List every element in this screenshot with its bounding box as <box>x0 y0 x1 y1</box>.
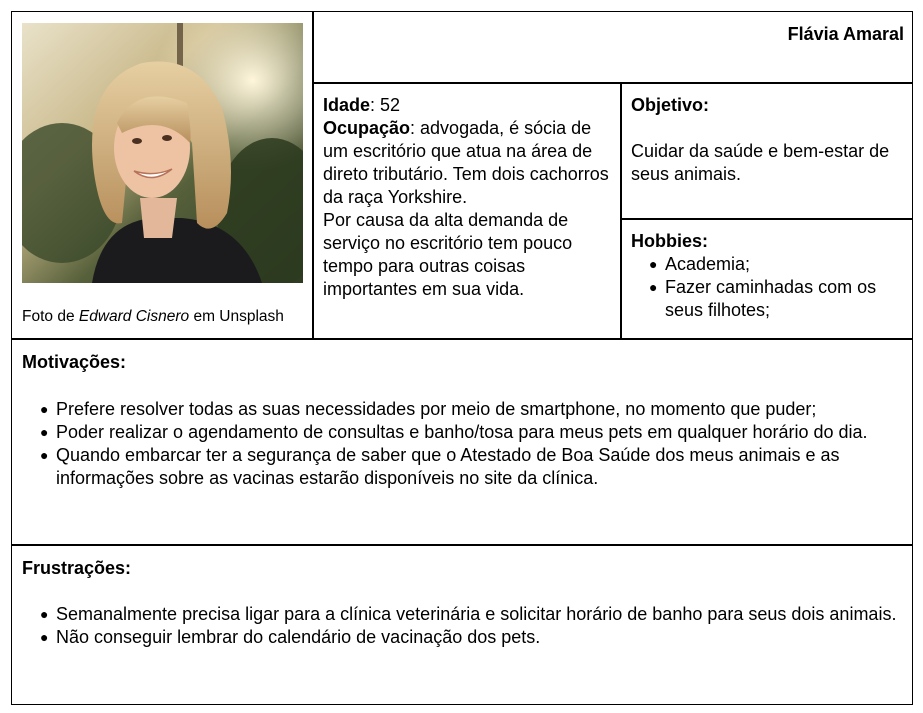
hobbies-title: Hobbies: <box>631 231 709 251</box>
divider <box>620 218 913 220</box>
motivations-title: Motivações: <box>22 352 127 372</box>
hobbies-section <box>631 230 909 322</box>
motivations-section <box>22 351 907 490</box>
age-line <box>323 94 613 117</box>
persona-photo <box>22 23 303 283</box>
frustrations-list <box>40 603 907 649</box>
hobby-item: ● Academia; <box>649 253 909 276</box>
frustration-item: ● Não conseguir lembrar do calendário de vacinação dos pets. <box>40 626 907 649</box>
occupation-text: : advogada, é sócia de um escritório que atua na área de direto tributário. Tem dois cachorros da raça Yorkshire. <box>323 118 609 207</box>
objective-text: Cuidar da saúde e bem-estar de seus animais. <box>631 141 890 184</box>
hobby-item: ● Fazer caminhadas com os seus filhotes; <box>649 276 909 322</box>
motivation-item: ● Quando embarcar ter a segurança de saber que o Atestado de Boa Saúde dos meus animais e as informações sobre as vacinas estarão disponíveis no site da clínica. <box>40 444 907 490</box>
motivations-list <box>40 398 907 490</box>
divider <box>312 82 913 84</box>
motivation-item: ● Prefere resolver todas as suas necessidades por meio de smartphone, no momento que puder; <box>40 398 907 421</box>
frustration-item: ● Semanalmente precisa ligar para a clínica veterinária e solicitar horário de banho para seus dois animais. <box>40 603 907 626</box>
occupation-label: Ocupação <box>323 118 411 138</box>
occupation-line <box>323 117 613 209</box>
frustrations-title: Frustrações: <box>22 558 132 578</box>
motivation-item: ● Poder realizar o agendamento de consultas e banho/tosa para meus pets em qualquer horário do dia. <box>40 421 907 444</box>
objective-title: Objetivo: <box>631 95 710 115</box>
profile-details <box>323 94 613 301</box>
portrait-illustration <box>22 23 303 283</box>
caption-suffix: em Unsplash <box>189 308 284 325</box>
caption-author: Edward Cisnero <box>78 308 190 325</box>
hobbies-list <box>649 253 909 322</box>
caption-prefix: Foto de <box>22 308 79 325</box>
persona-name: Flávia Amaral <box>787 24 904 44</box>
photo-caption <box>22 307 284 327</box>
occupation-extra: Por causa da alta demanda de serviço no escritório tem pouco tempo para outras coisas importantes em sua vida. <box>323 210 573 299</box>
frustrations-section <box>22 557 907 649</box>
objective-section <box>631 94 906 186</box>
divider <box>11 338 913 340</box>
age-label: Idade <box>323 95 371 115</box>
divider <box>11 544 913 546</box>
divider <box>312 11 314 339</box>
age-value: : 52 <box>370 95 401 115</box>
divider <box>620 82 622 339</box>
